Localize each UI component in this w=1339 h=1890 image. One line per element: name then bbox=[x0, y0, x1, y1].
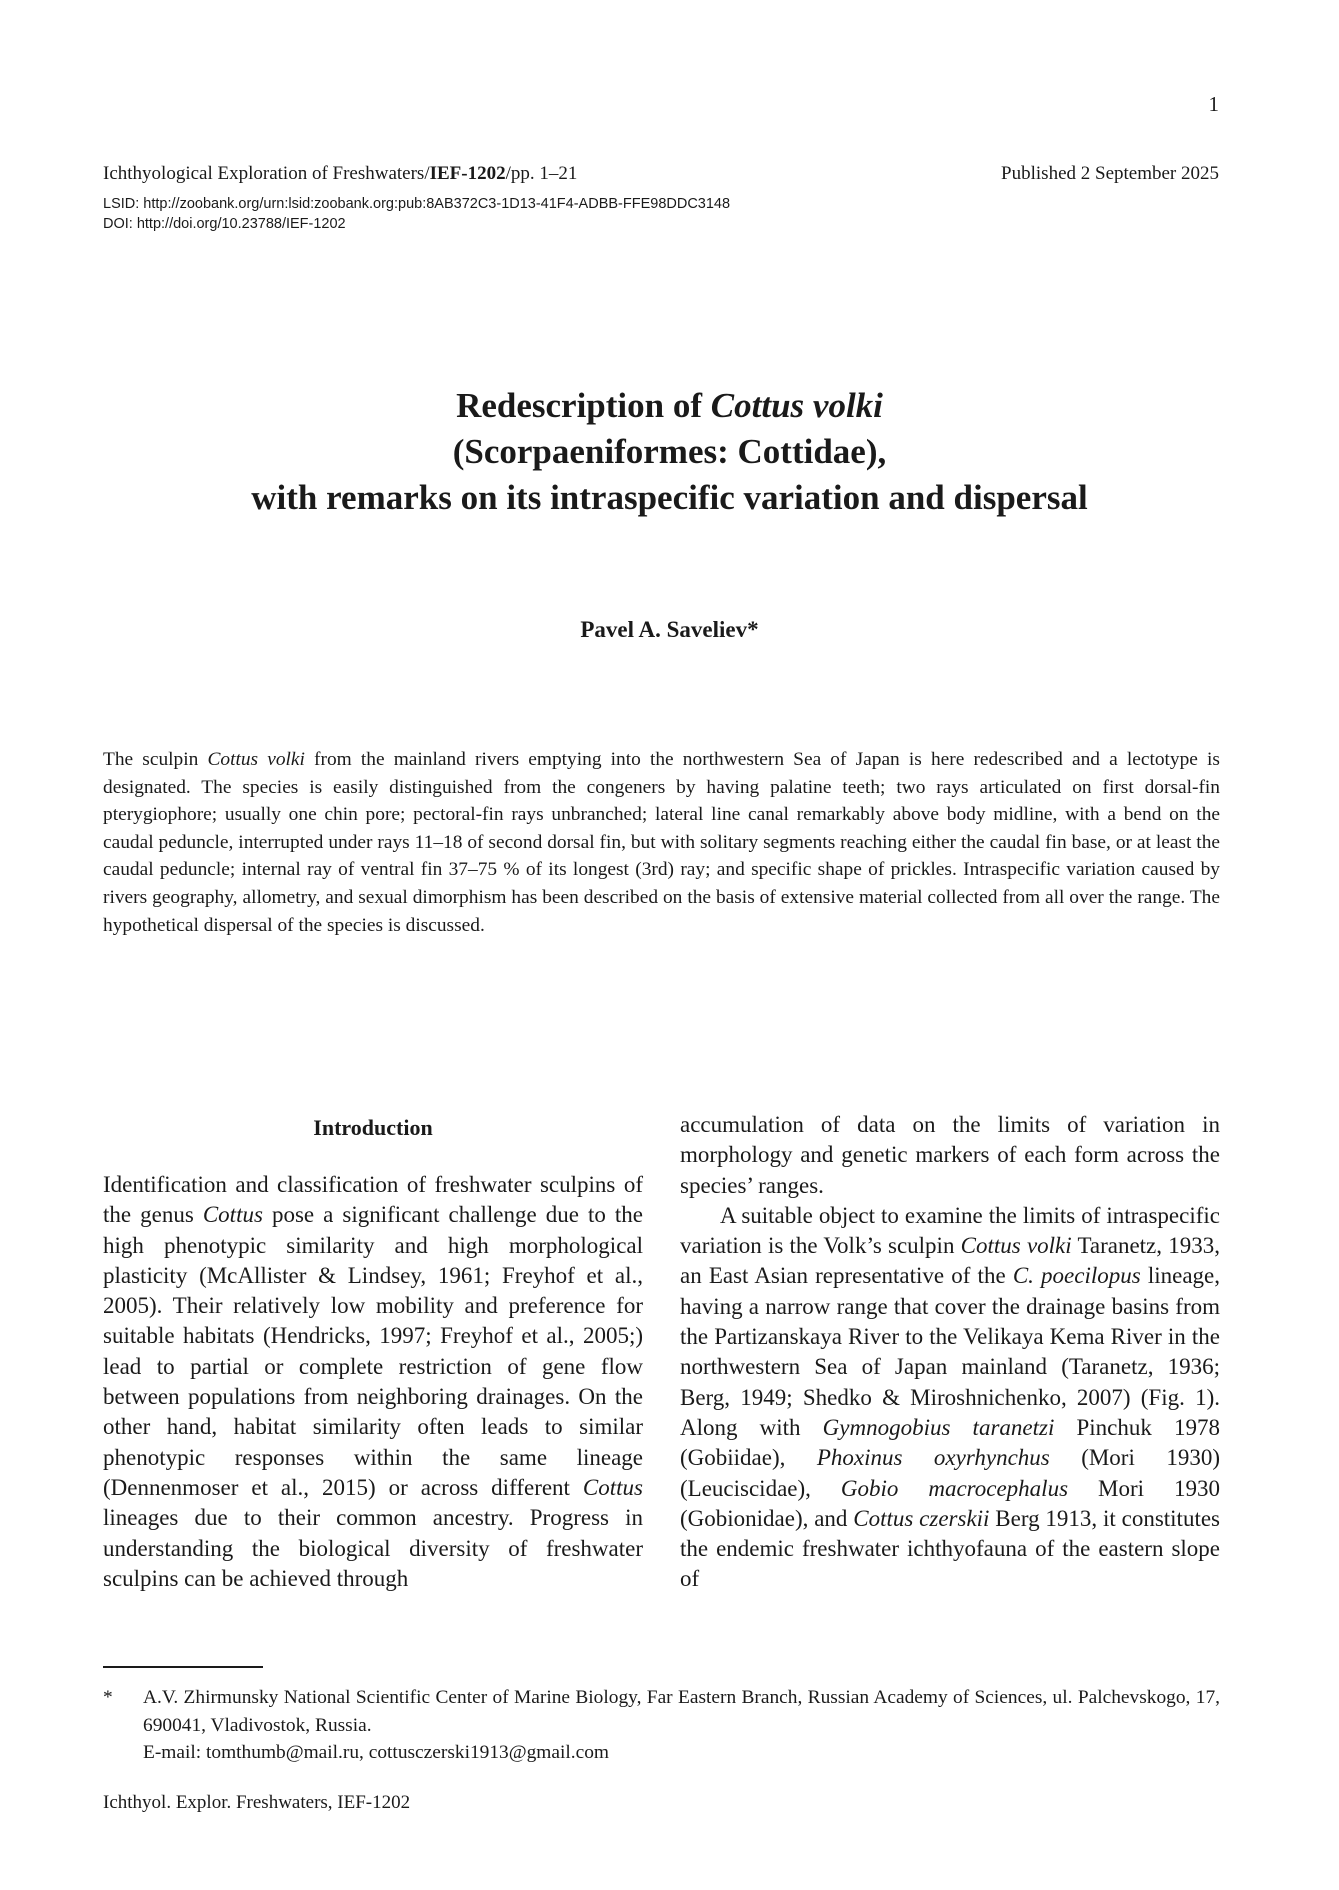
species-name: Cottus volki bbox=[960, 1233, 1072, 1259]
left-column bbox=[103, 1170, 643, 1594]
footnote-affiliation: A.V. Zhirmunsky National Scientific Center of Marine Biology, Far Eastern Branch, Russian Academy of Sciences, ul. Palchevskogo, 17, 690041, Vladivostok, Russia. bbox=[143, 1687, 1220, 1736]
right-column bbox=[680, 1110, 1220, 1595]
title-species: Cottus volki bbox=[710, 386, 883, 425]
abstract-prefix: The sculpin bbox=[103, 749, 208, 770]
species-name: Gymnogobius taranetzi bbox=[822, 1414, 1055, 1440]
footnote-divider bbox=[103, 1666, 263, 1668]
section-heading-introduction: Introduction bbox=[313, 1115, 433, 1140]
lsid-line: LSID: http://zoobank.org/urn:lsid:zoobank.org:pub:8AB372C3-1D13-41F4-ADBB-FFE98DDC3148 bbox=[103, 196, 731, 212]
text-run: Taranetz, 1933, an East Asian representative of the bbox=[680, 1233, 1220, 1289]
page-number: 1 bbox=[1208, 92, 1219, 116]
publication-date: Published 2 September 2025 bbox=[1001, 163, 1219, 184]
doi-line: DOI: http://doi.org/10.23788/IEF-1202 bbox=[103, 216, 346, 232]
intro-paragraph-1-continued: accumulation of data on the limits of variation in morphology and genetic markers of each form across the species’ ranges. bbox=[680, 1112, 1220, 1198]
abstract-species: Cottus volki bbox=[207, 749, 305, 770]
page-footer: Ichthyol. Explor. Freshwaters, IEF-1202 bbox=[103, 1792, 411, 1813]
journal-citation bbox=[103, 163, 577, 185]
title-line-1: Redescription of bbox=[456, 386, 711, 425]
footnote-mark: * bbox=[103, 1687, 113, 1708]
intro-paragraph-1 bbox=[103, 1170, 643, 1594]
journal-name: Ichthyological Exploration of Freshwaters/ bbox=[103, 163, 430, 184]
genus-name: Cottus bbox=[202, 1202, 263, 1228]
title-line-2: (Scorpaeniformes: Cottidae), bbox=[452, 432, 887, 471]
article-title bbox=[0, 383, 1339, 521]
abstract bbox=[103, 746, 1220, 939]
text-run: lineages due to their common ancestry. Progress in understanding the biological diversity of freshwater sculpins can be achieved through bbox=[103, 1505, 643, 1591]
title-line-3: with remarks on its intraspecific variation and dispersal bbox=[251, 478, 1088, 517]
species-name: C. poecilopus bbox=[1012, 1263, 1141, 1289]
intro-paragraph-2 bbox=[680, 1201, 1220, 1595]
text-run: pose a significant challenge due to the high phenotypic similarity and high morphological plasticity (McAllister & Lindsey, 1961; Freyhof et al., 2005). Their relatively low mobility and preference for suitable habitats (Hendricks, 1997; Freyhof et al., 2005;) lead to partial or complete restriction of gene flow between populations from neighboring drainages. On the other hand, habitat similarity often leads to similar phenotypic responses within the same lineage (Dennenmoser et al., 2015) or across different bbox=[103, 1202, 643, 1500]
article-id: IEF-1202 bbox=[429, 163, 506, 184]
species-name: Cottus czerskii bbox=[853, 1505, 990, 1531]
text-run: (Mori 1930) (Leuciscidae), bbox=[680, 1445, 1220, 1501]
text-run: Pinchuk 1978 (Gobiidae), bbox=[680, 1414, 1220, 1471]
author-name: Pavel A. Saveliev* bbox=[580, 617, 759, 642]
text-run: Berg 1913, it constitutes the endemic freshwater ichthyofauna of the eastern slope of bbox=[680, 1505, 1220, 1592]
footnote bbox=[103, 1684, 1220, 1767]
species-name: Phoxinus oxyrhynchus bbox=[816, 1445, 1050, 1471]
text-run: lineage, having a narrow range that cover the drainage basins from the Partizanskaya River to the Velikaya Kema River in the northwestern Sea of Japan mainland (Taranetz, 1936; Berg, 1949; Shedko & Miroshnichenko, 2007) (Fig. 1). Along with bbox=[680, 1263, 1221, 1440]
page-range: /pp. 1–21 bbox=[505, 163, 578, 184]
text-run: Identification and classification of freshwater sculpins of the genus bbox=[103, 1172, 643, 1228]
footnote-email: E-mail: tomthumb@mail.ru, cottusczerski1913@gmail.com bbox=[143, 1742, 609, 1763]
abstract-text: from the mainland rivers emptying into the northwestern Sea of Japan is here redescribed and a lectotype is designated. The species is easily distinguished from the congeners by having palatine teeth; two rays articulated on first dorsal-fin pterygiophore; usually one chin pore; pectoral-fin rays unbranched; lateral line canal remarkably above body midline, with a bend on the caudal peduncle, interrupted under rays 11–18 of second dorsal fin, but with solitary segments reaching either the caudal fin base, or at least the caudal peduncle; internal ray of ventral fin 37–75 % of its longest (3rd) ray; and specific shape of prickles. Intraspecific variation caused by rivers geography, allometry, and sexual dimorphism has been described on the basis of extensive material collected from all over the range. The hypothetical dispersal of the species is discussed. bbox=[103, 749, 1220, 936]
text-run: A suitable object to examine the limits of intraspecific variation is the Volk’s sculpin bbox=[680, 1202, 1220, 1259]
genus-name: Cottus bbox=[582, 1474, 643, 1500]
species-name: Gobio macrocephalus bbox=[840, 1475, 1069, 1501]
text-run: Mori 1930 (Gobionidae), and bbox=[680, 1475, 1220, 1531]
